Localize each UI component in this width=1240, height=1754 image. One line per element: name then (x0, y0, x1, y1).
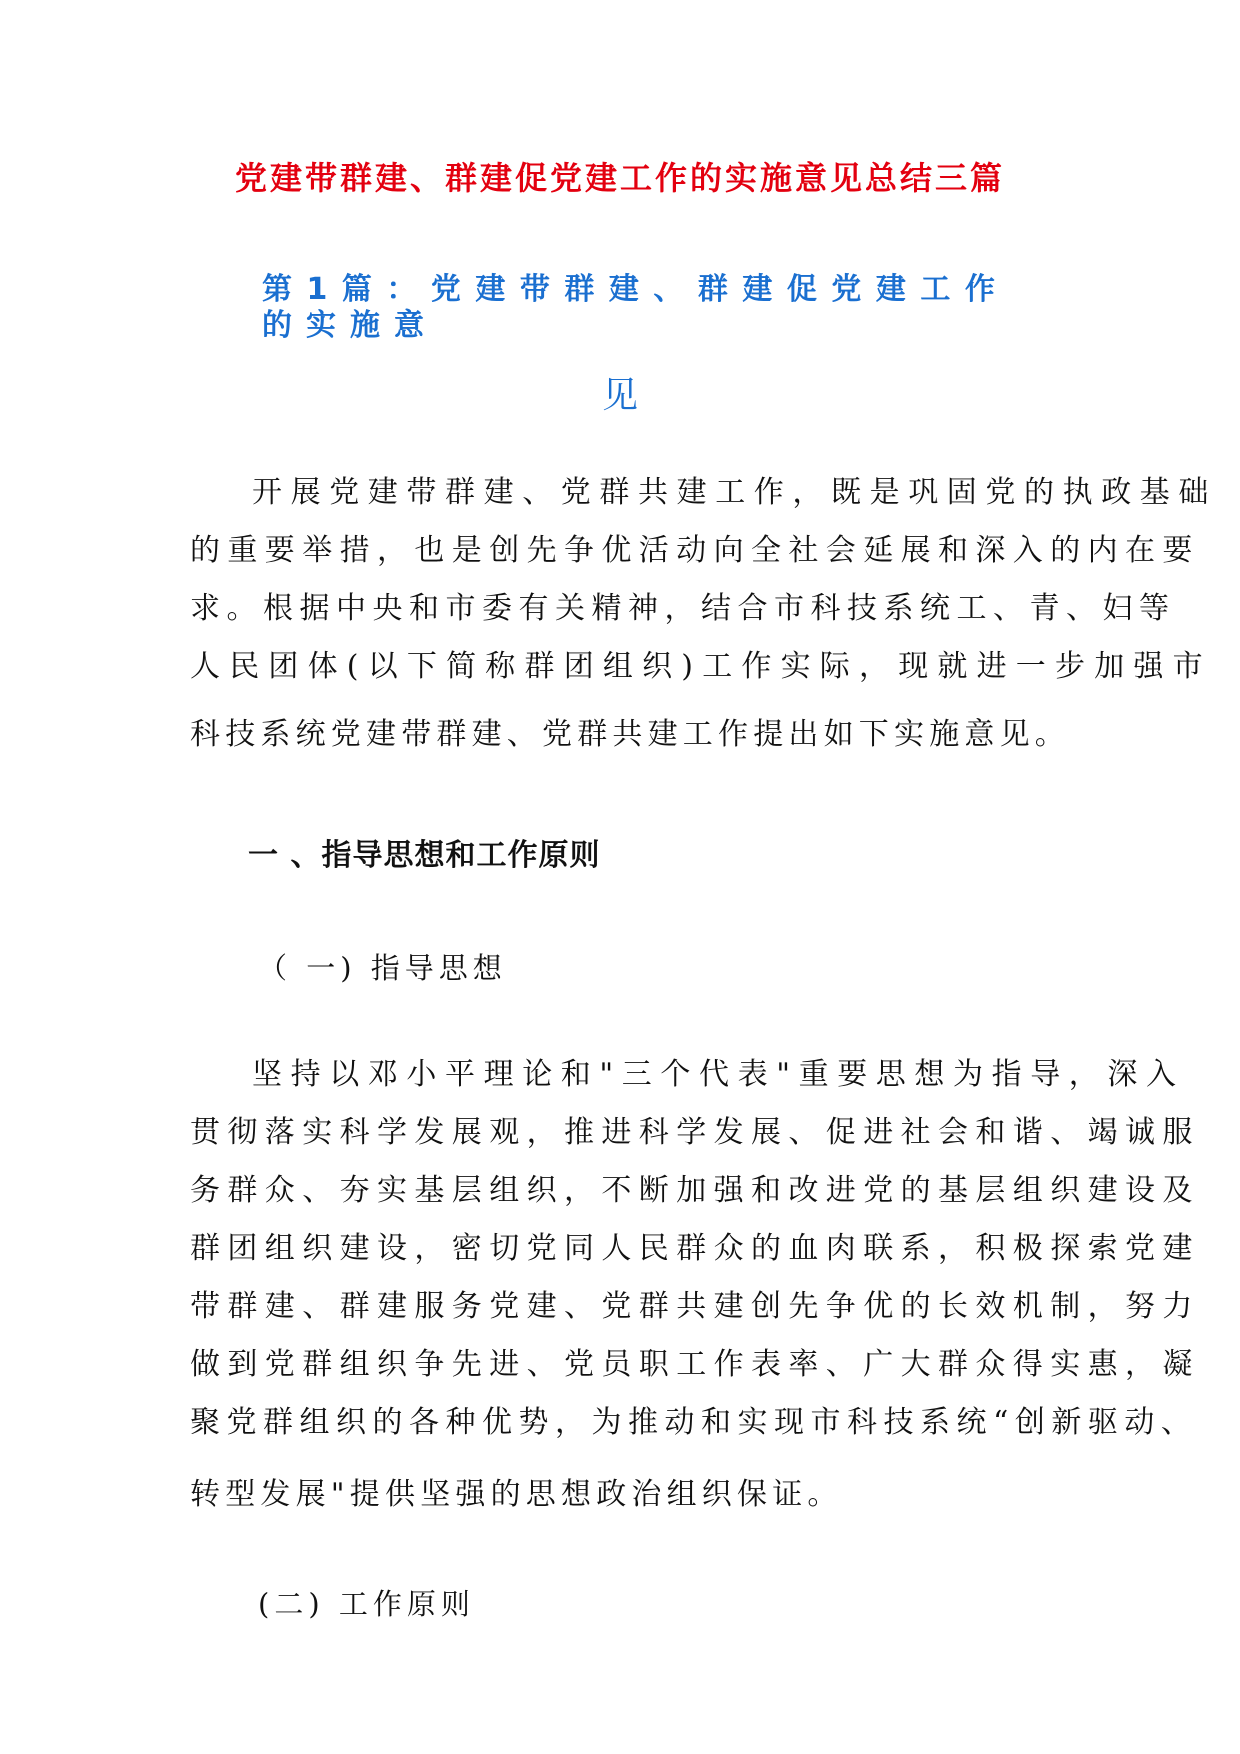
subtitle-line-2: 的实施意 (262, 308, 438, 343)
subsection-heading-2: (二) 工作原则 (258, 1587, 475, 1621)
subsection-heading-1: （ 一) 指导思想 (258, 951, 507, 985)
paragraph-line: 务群众、夯实基层组织，不断加强和改进党的基层组织建设及 (190, 1173, 1200, 1208)
article-subtitle (262, 272, 1032, 344)
intro-paragraph (190, 464, 1217, 764)
paragraph-line: 群团组织建设，密切党同人民群众的血肉联系，积极探索党建 (190, 1231, 1200, 1266)
paragraph-line: 的重要举措，也是创先争优活动向全社会延展和深入的内在要 (190, 533, 1200, 568)
paragraph-line: 开展党建带群建、党群共建工作，既是巩固党的执政基础 (252, 475, 1217, 510)
paragraph-line: 带群建、群建服务党建、党群共建创先争优的长效机制，努力 (190, 1289, 1200, 1324)
paragraph-line: 做到党群组织争先进、党员职工作表率、广大群众得实惠，凝 (190, 1347, 1200, 1382)
guiding-paragraph (190, 1046, 1200, 1524)
paragraph-line: 聚党群组织的各种优势，为推动和实现市科技系统“创新驱动、 (190, 1405, 1198, 1440)
document-title: 党建带群建、群建促党建工作的实施意见总结三篇 (234, 159, 1005, 197)
subtitle-tail: 见 (601, 375, 638, 416)
paragraph-line: 求。根据中央和市委有关精神，结合市科技系统工、青、妇等 (190, 591, 1176, 626)
paragraph-line: 科技系统党建带群建、党群共建工作提出如下实施意见。 (190, 717, 1070, 752)
paragraph-line: 人民团体(以下简称群团组织)工作实际，现就进一步加强市 (190, 649, 1212, 684)
paragraph-line: 坚持以邓小平理论和"三个代表"重要思想为指导，深入 (252, 1057, 1185, 1092)
subtitle-line-1: 第1篇：党建带群建、群建促党建工作 (262, 272, 1010, 307)
paragraph-line: 转型发展"提供坚强的思想政治组织保证。 (190, 1477, 843, 1512)
section-heading-1: 一 、指导思想和工作原则 (248, 838, 601, 873)
paragraph-line: 贯彻落实科学发展观，推进科学发展、促进社会和谐、竭诚服 (190, 1115, 1200, 1150)
